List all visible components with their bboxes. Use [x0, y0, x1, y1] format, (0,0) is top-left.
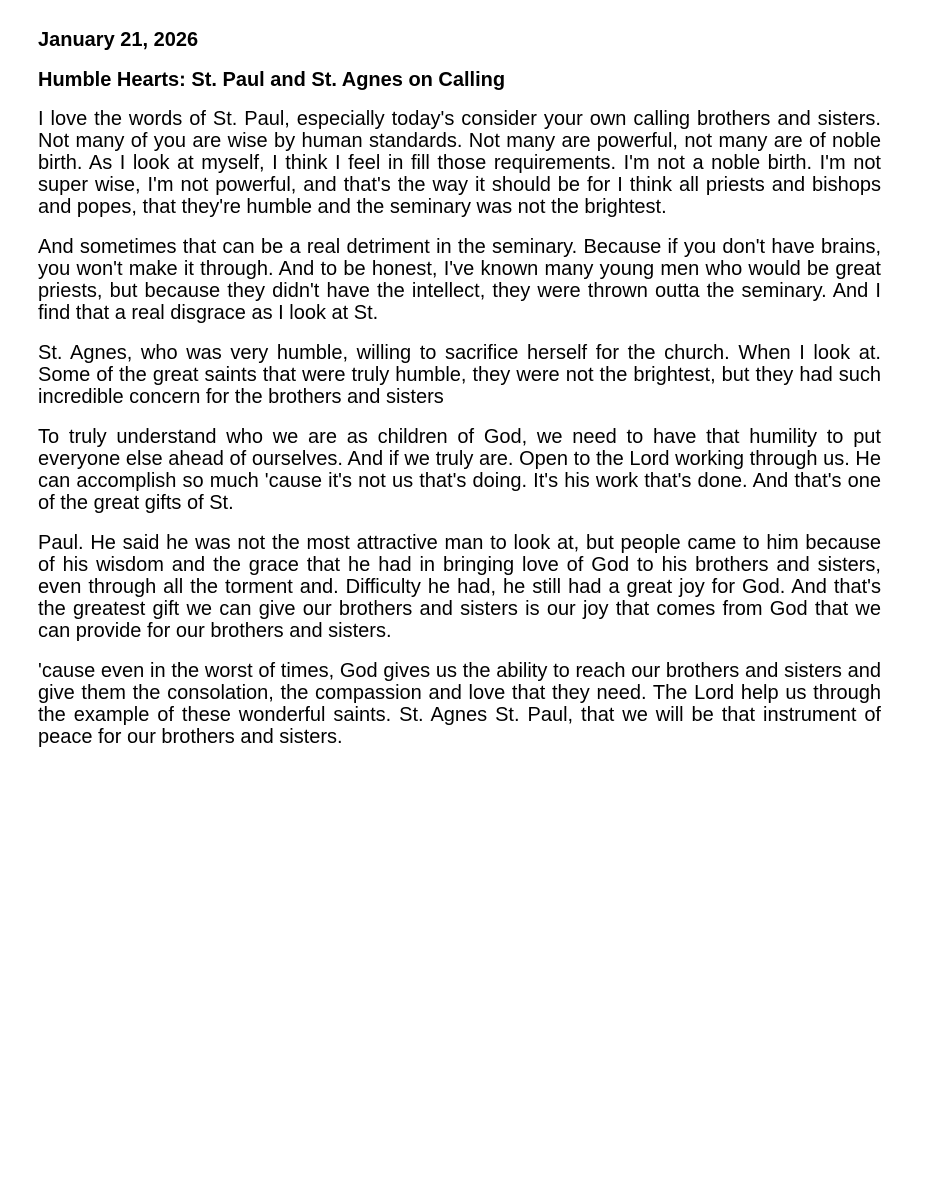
paragraph-4: To truly understand who we are as children of God, we need to have that humility to put everyone else ahead of ourselves. And if we truly are. Open to the Lord working through us. He can accomplish so much 'cause it's not us that's doing. It's his work that's done. And that's one of the great gifts of St.: [38, 426, 881, 514]
document-title: Humble Hearts: St. Paul and St. Agnes on Calling: [38, 69, 506, 91]
paragraph-3: St. Agnes, who was very humble, willing to sacrifice herself for the church. When I look at. Some of the great saints that were truly humble, they were not the brightest, but they had such incredible concern for the brothers and sisters: [38, 342, 881, 408]
paragraph-6: 'cause even in the worst of times, God gives us the ability to reach our brothers and sisters and give them the consolation, the compassion and love that they need. The Lord help us through the example of these wonderful saints. St. Agnes St. Paul, that we will be that instrument of peace for our brothers and sisters.: [38, 660, 881, 748]
paragraph-2: And sometimes that can be a real detriment in the seminary. Because if you don't have brains, you won't make it through. And to be honest, I've known many young men who would be great priests, but because they didn't have the intellect, they were thrown outta the seminary. And I find that a real disgrace as I look at St.: [38, 236, 881, 324]
document-date: January 21, 2026: [38, 29, 199, 51]
paragraph-5: Paul. He said he was not the most attractive man to look at, but people came to him because of his wisdom and the grace that he had in bringing love of God to his brothers and sisters, even through all the torment and. Difficulty he had, he still had a great joy for God. And that's the greatest gift we can give our brothers and sisters is our joy that comes from God that we can provide for our brothers and sisters.: [38, 532, 881, 642]
paragraph-1: I love the words of St. Paul, especially today's consider your own calling brothers and sisters. Not many of you are wise by human standards. Not many are powerful, not many are of noble birth. As I look at myself, I think I feel in fill those requirements. I'm not a noble birth. I'm not super wise, I'm not powerful, and that's the way it should be for I think all priests and bishops and popes, that they're humble and the seminary was not the brightest.: [38, 108, 881, 218]
document-page: [38, 28, 881, 766]
